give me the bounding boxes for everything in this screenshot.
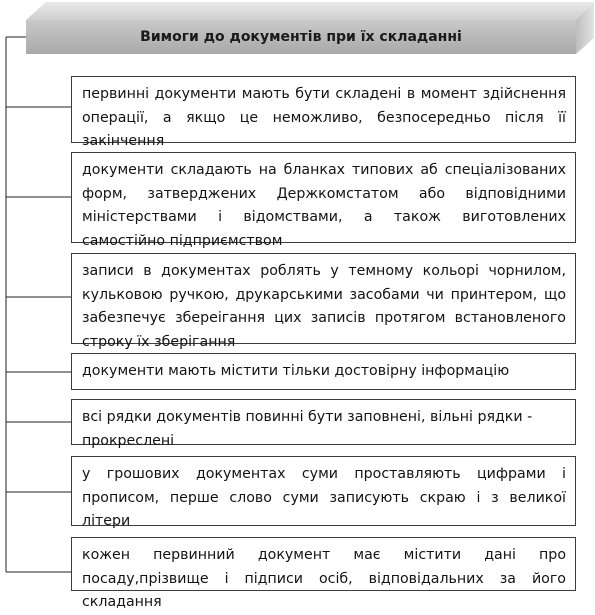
diagram-title: Вимоги до документів при їх складанні xyxy=(140,29,462,45)
requirement-box-1 xyxy=(71,76,576,149)
requirement-text-6: у грошових документах суми проставляють цифрами і прописом, перше слово суми записують скраю і з великої літери xyxy=(82,466,566,529)
requirement-text-1: первинні документи мають бути складені в момент здійснення операції, а якщо це неможливо, безпосередньо після її закінчення xyxy=(82,86,566,149)
requirement-text-4: документи мають містити тільки достовірну інформацію xyxy=(82,363,510,379)
header-box xyxy=(0,0,595,60)
requirement-text-5: всі рядки документів повинні бути заповнені, вільні рядки - прокреслені xyxy=(82,409,533,449)
requirement-text-2: документи складають на бланках типових аб спеціалізованих форм, затверджених Держкомстатом або відповідними міністерствами і відомствами, а також виготовлених самостійно підприємством xyxy=(82,162,566,249)
requirement-text-3: записи в документах роблять у темному кольорі чорнилом, кульковою ручкою, друкарськими засобами чи принтером, що забезпечує збереігання цих записів протягом встановленого строку їх зберігання xyxy=(82,263,566,350)
requirement-box-2 xyxy=(71,152,576,249)
requirement-box-4 xyxy=(71,353,576,390)
requirement-box-5 xyxy=(71,399,576,449)
requirement-text-7: кожен первинний документ має містити дані про посаду,прізвище і підписи осіб, відповідальних за його складання xyxy=(82,547,566,610)
requirement-box-7 xyxy=(71,537,576,610)
requirement-box-6 xyxy=(71,456,576,529)
requirement-box-3 xyxy=(71,253,576,350)
